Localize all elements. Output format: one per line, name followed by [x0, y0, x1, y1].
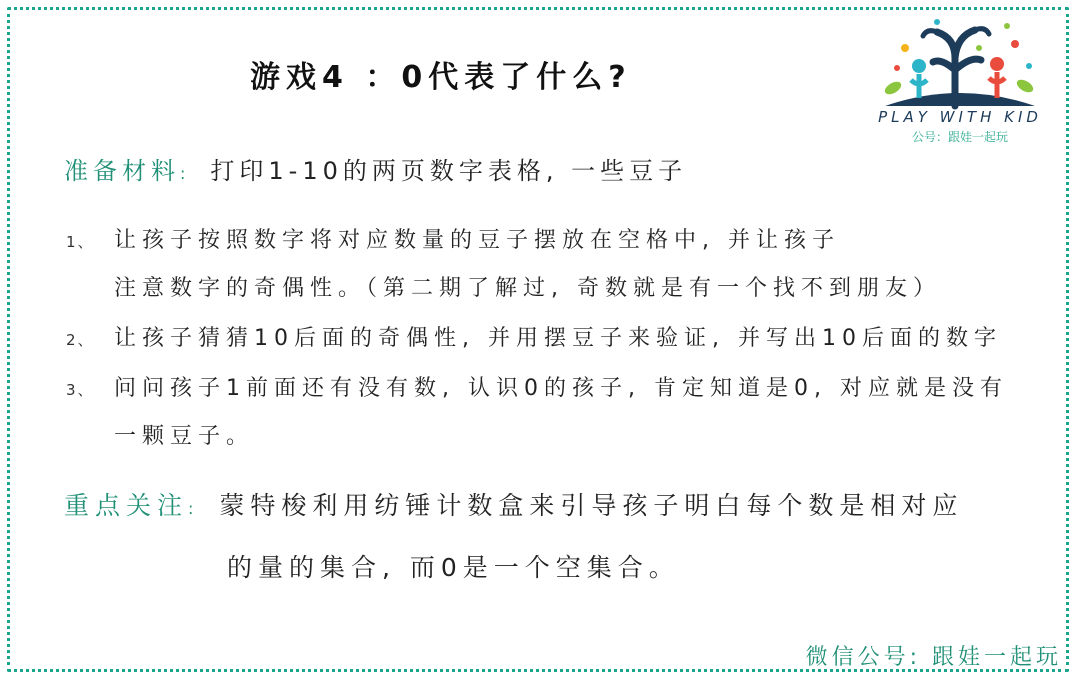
step-number: 1、 [66, 233, 95, 251]
step-number: 2、 [66, 331, 95, 349]
materials-colon: : [180, 164, 191, 183]
step-3 [66, 371, 1008, 402]
page-title: 游戏4 ：0代表了什么? [250, 60, 632, 95]
focus-text: 蒙特梭利用纺锤计数盒来引导孩子明白每个数是相对应 [219, 491, 964, 520]
tree-logo-icon [875, 18, 1045, 110]
logo [855, 18, 1055, 148]
step-text: 让孩子按照数字将对应数量的豆子摆放在空格中, 并让孩子 [114, 228, 840, 253]
materials-label: 准备材料 [64, 157, 180, 185]
materials-row [64, 151, 687, 186]
focus-label: 重点关注 [64, 491, 189, 520]
materials-text: 打印1-10的两页数字表格, 一些豆子 [210, 157, 688, 185]
focus-colon: : [188, 499, 200, 518]
focus-row [64, 486, 963, 522]
step-text: 问问孩子1前面还有没有数, 认识0的孩子, 肯定知道是0, 对应就是没有 [114, 376, 1008, 401]
logo-name: PLAY WITH KID [878, 108, 1042, 126]
logo-subtitle: 公号：跟娃一起玩 [911, 130, 1008, 144]
footer-wechat: 微信公号: 跟娃一起玩 [805, 645, 1062, 670]
focus-text-continued: 的量的集合, 而0是一个空集合。 [227, 553, 680, 582]
step-text: 让孩子猜猜10后面的奇偶性, 并用摆豆子来验证, 并写出10后面的数字 [114, 326, 1002, 351]
step-1 [66, 223, 840, 254]
step-1-continued: 注意数字的奇偶性。（第二期了解过, 奇数就是有一个找不到朋友） [114, 276, 941, 301]
step-2 [66, 321, 1002, 352]
step-number: 3、 [66, 381, 95, 399]
step-3-continued: 一颗豆子。 [114, 424, 255, 449]
